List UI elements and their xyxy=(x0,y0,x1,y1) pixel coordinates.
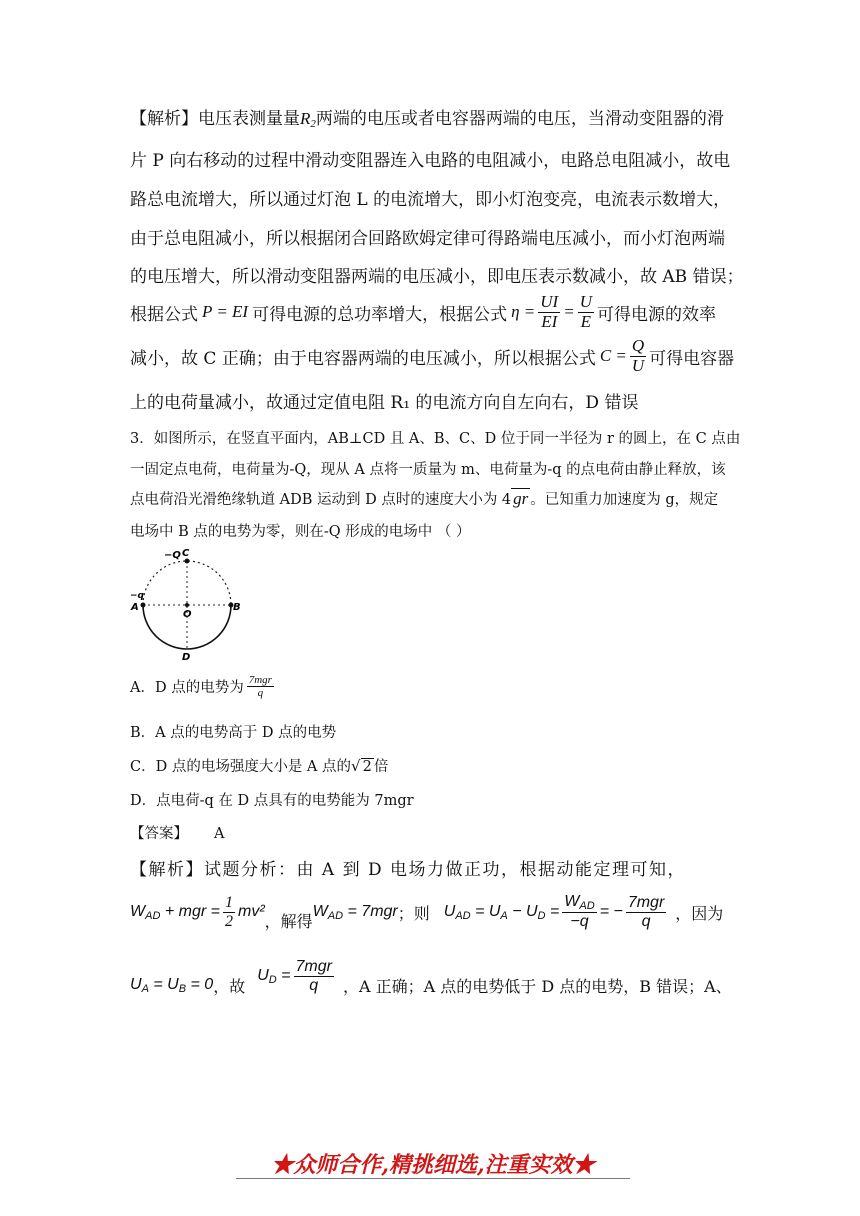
question-line3: 点电荷沿光滑绝缘轨道 ADB 运动到 D 点时的速度大小为 4 gr 。已知重力加速度为 g，规定 xyxy=(130,489,719,508)
analysis1-line4: 由于总电阻减小，所以根据闭合回路欧姆定律可得路端电压减小，而小灯泡两端 xyxy=(130,229,725,249)
fraction-q-u: $\frac{Q}{U}$ xyxy=(631,335,645,375)
analysis2-line1: 【解析】试题分析：由 A 到 D 电场力做正功，根据动能定理可知， xyxy=(130,860,687,880)
label-c: C xyxy=(182,548,190,559)
answer-label: 【答案】 xyxy=(130,826,188,842)
label-b: B xyxy=(233,602,241,613)
option-c: C．D 点的电场强度大小是 A 点的√ 2 倍 xyxy=(130,757,389,775)
label-a: A xyxy=(131,602,139,613)
fraction-u-e: $\frac{U}{E}$ xyxy=(579,291,592,331)
label-o: O xyxy=(183,609,192,620)
analysis1-line1 xyxy=(130,104,724,130)
analysis1-line8: 上的电荷量减小，故通过定值电阻 R₁ 的电流方向自左向右，D 错误 xyxy=(130,393,639,413)
eta-symbol: η = xyxy=(511,302,536,321)
point-c xyxy=(185,559,190,564)
work-energy-equation: $W_{AD}$ + mgr = xyxy=(130,902,220,922)
question-line4: 电场中 B 点的电势为零，则在-Q 形成的电场中 （ ） xyxy=(130,524,471,540)
fraction-neg-7mgr-q: $\frac{\text{7mgr}}{q}$ xyxy=(627,893,665,930)
fraction-ui-ei: $\frac{UI}{EI}$ xyxy=(540,291,559,331)
capacitance-symbol: C = xyxy=(599,346,627,365)
wad-result: $W_{AD} = 7mgr$ xyxy=(312,902,398,922)
sqrt-2: 2 xyxy=(362,759,372,775)
label-neg-q-small: −q xyxy=(130,591,144,601)
analysis1-text: 【解析】电压表测量量 xyxy=(130,109,300,129)
answer-value: A xyxy=(214,826,225,842)
point-o xyxy=(185,603,189,607)
analysis1-line6: 根据公式 P = EI 可得电源的总功率增大，根据公式 η = $\frac{UI}{EI}$ = $\frac{U}{E}$ 可得电源的效率 xyxy=(130,291,716,331)
fraction-7mgr-q: $\frac{\text{7mgr}}{q}$ xyxy=(248,674,272,700)
question-line2: 一固定点电荷，电荷量为-Q，现从 A 点将一质量为 m、电荷量为-q 的点电荷由静止释放，该 xyxy=(130,462,726,478)
option-a: A．D 点的电势为 $\frac{\text{7mgr}}{q}$ xyxy=(130,674,272,700)
footer-slogan: ★众师合作,精挑细选,注重实效★ xyxy=(236,1152,630,1179)
sqrt-gr: gr xyxy=(513,489,529,508)
analysis1-text: 两端的电压或者电容器两端的电压，当滑动变阻器的滑 xyxy=(315,109,724,129)
option-d: D．点电荷-q 在 D 点具有的电势能为 7mgr xyxy=(130,793,414,809)
question-line1: 3．如图所示，在竖直平面内，AB⊥CD 且 A、B、C、D 位于同一半径为 r 的圆上，在 C 点由 xyxy=(130,431,741,447)
fraction-wad-negq: $\frac{W_{AD}}{-q}$ xyxy=(564,893,595,931)
analysis1-line7: 减小，故 C 正确；由于电容器两端的电压减小，所以根据公式 C = $\frac{Q}{U}$ 可得电容器 xyxy=(130,335,735,375)
ua-ub-equation: $U_A = U_B = 0$ xyxy=(130,975,214,995)
analysis2-line3: $U_A = U_B = 0$ ，故 $U_D$ = $\frac{\text{7mgr}}{q}$ ，A 正确；A 点的电势低于 D 点的电势，B 错误；A、 xyxy=(130,957,732,996)
option-b: B．A 点的电势高于 D 点的电势 xyxy=(130,725,337,741)
fraction-half: $\frac{1}{2}$ xyxy=(224,893,233,930)
point-a xyxy=(141,603,146,608)
analysis1-line2: 片 P 向右移动的过程中滑动变阻器连入电路的电阻减小，电路总电阻减小，故电 xyxy=(130,151,731,171)
ud-equation: $U_D$ = xyxy=(257,966,291,986)
uad-equation: $U_{AD} = U_A - U_D$ = xyxy=(443,902,560,922)
fraction-ud-7mgr-q: $\frac{\text{7mgr}}{q}$ xyxy=(295,957,332,994)
analysis1-line5: 的电压增大，所以滑动变阻器两端的电压减小，即电压表示数减小，故 AB 错误； xyxy=(130,267,744,287)
label-d: D xyxy=(182,652,191,660)
power-formula: P = EI xyxy=(202,302,249,321)
label-neg-q-big: −Q xyxy=(164,550,181,561)
analysis1-line3: 路总电流增大，所以通过灯泡 L 的电流增大，即小灯泡变亮，电流表示数增大， xyxy=(130,190,731,210)
circle-diagram xyxy=(120,545,260,660)
analysis2-line2: $W_{AD}$ + mgr = $\frac{1}{2}$ mv² ，解得 $W_{AD} = 7mgr$ ；则 $U_{AD} = U_A - U_D$ = $\frac{W_{AD}}{-q}$ = − $\frac{\text{7mgr}}{q}$ ，因为 xyxy=(130,893,724,931)
r2-symbol: $R_2$ xyxy=(300,109,316,130)
answer-line xyxy=(130,822,224,843)
